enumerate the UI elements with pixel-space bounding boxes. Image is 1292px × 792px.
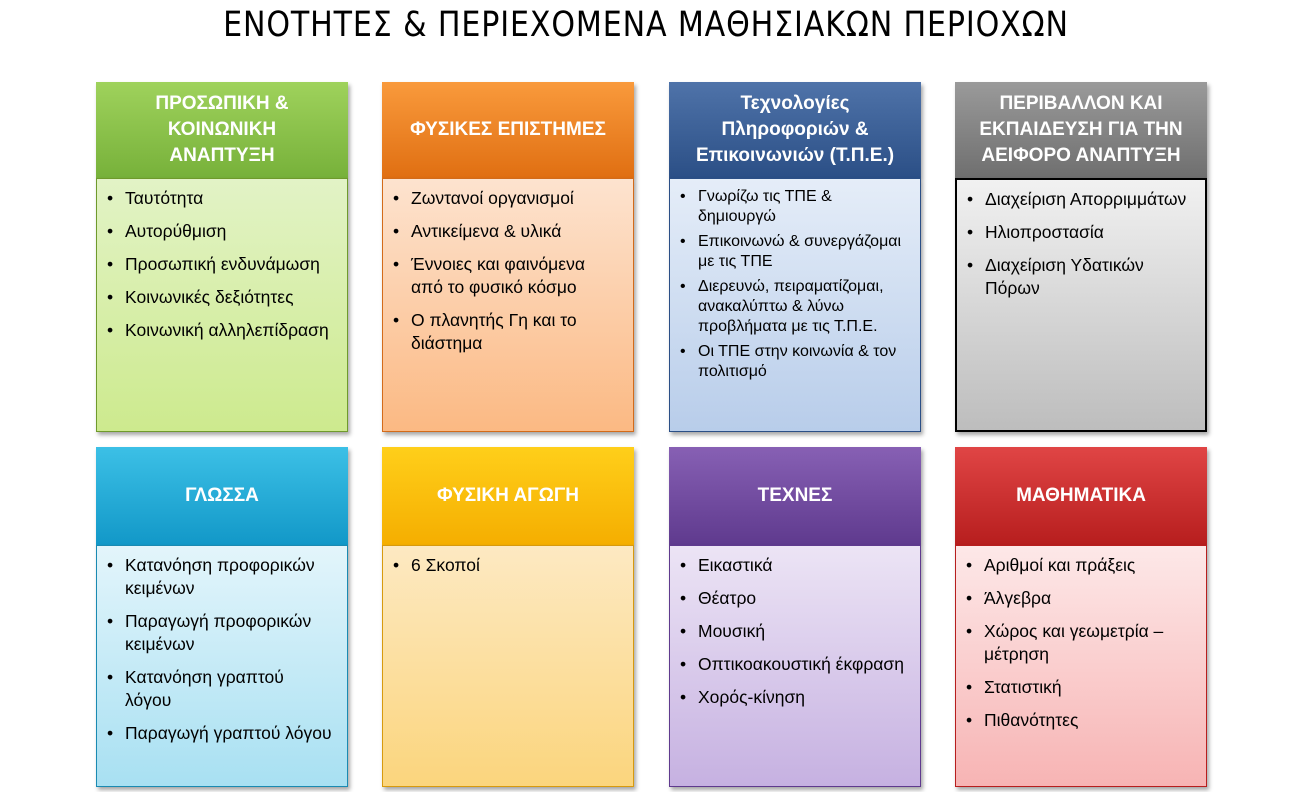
topic-item: • Γνωρίζω τις ΤΠΕ & δημιουργώ (680, 187, 906, 227)
area-topics (955, 545, 1207, 787)
heading-line: ΕΚΠΑΙΔΕΥΣΗ ΓΙΑ ΤΗΝ (979, 119, 1183, 140)
area-heading (669, 82, 921, 178)
heading-line: ΠΡΟΣΩΠΙΚΗ & (155, 93, 289, 114)
topic-item: • Ηλιοπροστασία (967, 221, 1191, 244)
area-topics (382, 178, 634, 432)
topic-item: • Εικαστικά (680, 554, 906, 577)
heading-line: ΦΥΣΙΚΗ ΑΓΩΓΗ (437, 485, 579, 506)
area-topics (955, 178, 1207, 432)
heading-line: ΚΟΙΝΩΝΙΚΗ (167, 119, 277, 140)
heading-line: ΓΛΩΣΣΑ (185, 485, 259, 506)
heading-line: ΜΑΘΗΜΑΤΙΚΑ (1016, 485, 1146, 506)
heading-line: ΤΕΧΝΕΣ (757, 485, 833, 506)
area-topics (382, 545, 634, 787)
area-topics (96, 545, 348, 787)
area-heading (669, 447, 921, 545)
heading-line: Πληροφοριών & (721, 119, 869, 140)
area-heading (96, 447, 348, 545)
topic-item: • Παραγωγή προφορικών κειμένων (107, 610, 333, 656)
topic-item: • Θέατρο (680, 587, 906, 610)
topic-item: • Κοινωνική αλληλεπίδραση (107, 319, 333, 342)
topic-item: • Κατανόηση γραπτού λόγου (107, 666, 333, 712)
heading-line: ΠΕΡΙΒΑΛΛΟΝ ΚΑΙ (999, 93, 1163, 114)
area-heading (955, 447, 1207, 545)
topic-item: • Διερευνώ, πειραματίζομαι, ανακαλύπτω & λύνω προβλήματα με τις Τ.Π.Ε. (680, 277, 906, 337)
heading-line: Τεχνολογίες (740, 93, 850, 114)
topic-item: • Αντικείμενα & υλικά (393, 220, 619, 243)
topic-item: • Χώρος και γεωμετρία – μέτρηση (966, 620, 1192, 666)
area-topics (96, 178, 348, 432)
area-topics (669, 545, 921, 787)
topic-item: • Κατανόηση προφορικών κειμένων (107, 554, 333, 600)
topic-item: • Διαχείριση Απορριμμάτων (967, 188, 1191, 211)
topic-item: • Έννοιες και φαινόμενα από το φυσικό κόσμο (393, 253, 619, 299)
topic-item: • Άλγεβρα (966, 587, 1192, 610)
topic-item: • Μουσική (680, 620, 906, 643)
area-heading (382, 447, 634, 545)
area-heading (382, 82, 634, 178)
heading-line: ΦΥΣΙΚΕΣ ΕΠΙΣΤΗΜΕΣ (410, 119, 606, 140)
area-heading (96, 82, 348, 178)
heading-line: ΑΝΑΠΤΥΞΗ (169, 145, 275, 166)
topic-item: • Πιθανότητες (966, 709, 1192, 732)
area-heading (955, 82, 1207, 178)
topic-item: • Επικοινωνώ & συνεργάζομαι με τις ΤΠΕ (680, 232, 906, 272)
area-topics (669, 178, 921, 432)
page-title: ΕΝΟΤΗΤΕΣ & ΠΕΡΙΕΧΟΜΕΝΑ ΜΑΘΗΣΙΑΚΩΝ ΠΕΡΙΟΧΩΝ (223, 5, 1069, 45)
topic-item: • Παραγωγή γραπτού λόγου (107, 722, 333, 745)
topic-item: • Χορός-κίνηση (680, 686, 906, 709)
heading-line: Επικοινωνιών (Τ.Π.Ε.) (695, 145, 895, 166)
topic-item: • Οπτικοακουστική έκφραση (680, 653, 906, 676)
topic-item: • Ο πλανητής Γη και το διάστημα (393, 309, 619, 355)
topic-item: • Προσωπική ενδυνάμωση (107, 253, 333, 276)
topic-item: • Ταυτότητα (107, 187, 333, 210)
topic-item: • Αυτορύθμιση (107, 220, 333, 243)
topic-item: • Ζωντανοί οργανισμοί (393, 187, 619, 210)
heading-line: ΑΕΙΦΟΡΟ ΑΝΑΠΤΥΞΗ (981, 145, 1181, 166)
topic-item: • Κοινωνικές δεξιότητες (107, 286, 333, 309)
topic-item: • Διαχείριση Υδατικών Πόρων (967, 254, 1191, 300)
topic-item: • Οι ΤΠΕ στην κοινωνία & τον πολιτισμό (680, 342, 906, 382)
topic-item: • Στατιστική (966, 676, 1192, 699)
topic-item: • Αριθμοί και πράξεις (966, 554, 1192, 577)
topic-item: • 6 Σκοποί (393, 554, 619, 577)
